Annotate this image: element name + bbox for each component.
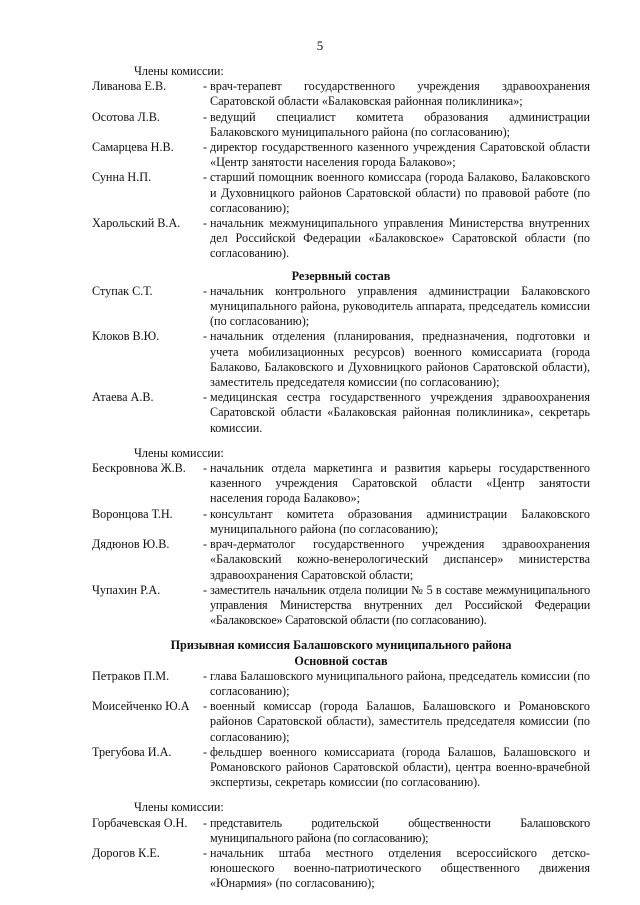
member-name: Клоков В.Ю. (92, 329, 160, 344)
member-entry (92, 537, 590, 583)
member-role: начальник штаба местного отделения всероссийского детско-юношеского военно-патриотического общественного движения «Юнармия» (по согласованию); (210, 845, 590, 891)
section-header: Члены комиссии: (134, 64, 224, 78)
member-name: Ступак С.Т. (92, 283, 153, 298)
dash: - (203, 170, 208, 185)
member-entry (92, 140, 590, 170)
section-heading: Основной состав (294, 653, 388, 668)
member-role: начальник отделения (планирования, предназначения, подготовки и учета мобилизационных ресурсов) военного комиссариата (города Балаково, Балаковского и Духовницкого районов Саратовской области), заместитель председателя комиссии (по согласованию); (210, 329, 590, 390)
member-name: Чупахин Р.А. (92, 582, 161, 597)
member-name: Дорогов К.Е. (92, 845, 160, 860)
member-entry (92, 583, 590, 629)
member-name: Сунна Н.П. (92, 170, 152, 185)
member-role: старший помощник военного комиссара (города Балаково, Балаковского и Духовницкого районов Саратовской области) по правовой работе (по согласованию); (210, 170, 590, 215)
member-entry (92, 699, 590, 745)
member-name: Моисейченко Ю.А (92, 699, 190, 714)
page-content (92, 62, 590, 892)
member-entry (92, 110, 590, 140)
member-entry (92, 216, 590, 262)
dash: - (203, 845, 208, 860)
member-name: Осотова Л.В. (92, 109, 160, 124)
dash: - (203, 506, 208, 521)
dash: - (203, 744, 208, 759)
member-name: Трегубова И.А. (92, 744, 172, 759)
dash: - (203, 216, 208, 231)
member-name: Бескровнова Ж.В. (92, 461, 186, 476)
member-role: представитель родительской общественности Балашовского муниципального района (по согласованию); (210, 815, 590, 845)
page-number: 5 (316, 38, 324, 53)
dash: - (203, 390, 208, 405)
member-entry (92, 507, 590, 537)
section-header: Члены комиссии: (134, 445, 224, 460)
member-entry (92, 816, 590, 846)
dash: - (203, 815, 208, 830)
member-role: консультант комитета образования администрации Балаковского муниципального района (по согласованию); (210, 506, 590, 536)
dash: - (203, 668, 208, 683)
section-heading: Резервный состав (291, 268, 391, 283)
member-name: Харольский В.А. (92, 216, 181, 231)
member-role: начальник межмуниципального управления Министерства внутренних дел Российской Федерации «Балаковское» Саратовской области (по согласованию). (210, 216, 590, 261)
member-name: Горбачевская О.Н. (92, 815, 188, 830)
member-role: фельдшер военного комиссариата (города Балашов, Балашовского и Романовского районов Саратовской области), центра военно-врачебной экспертизы, секретарь комиссии (по согласованию). (210, 744, 590, 790)
dash: - (203, 699, 208, 714)
dash: - (203, 109, 208, 124)
member-entry (92, 669, 590, 699)
member-name: Самарцева Н.В. (92, 140, 174, 155)
dash: - (203, 537, 208, 552)
commission-title: Призывная комиссия Балашовского муниципального района (170, 638, 512, 653)
member-name: Воронцова Т.Н. (92, 506, 173, 521)
member-entry (92, 461, 590, 507)
dash: - (203, 461, 208, 476)
member-role: начальник отдела маркетинга и развития карьеры государственного казенного учреждения Саратовской области «Центр занятости населения города Балаково»; (210, 461, 590, 506)
dash: - (203, 140, 208, 155)
member-entry (92, 79, 590, 109)
member-name: Петраков П.М. (92, 668, 170, 683)
member-name: Дядюнов Ю.В. (92, 537, 170, 552)
member-entry (92, 846, 590, 892)
dash: - (203, 582, 208, 597)
member-role: глава Балашовского муниципального района, председатель комиссии (по согласованию); (210, 668, 590, 698)
member-entry (92, 284, 590, 330)
member-role: директор государственного казенного учреждения Саратовской области «Центр занятости населения города Балаково»; (210, 140, 590, 170)
section-header: Члены комиссии: (134, 800, 224, 815)
member-name: Ливанова Е.В. (92, 79, 167, 94)
dash: - (203, 79, 208, 94)
member-entry (92, 745, 590, 791)
member-role: ведущий специалист комитета образования администрации Балаковского муниципального района (по согласованию); (210, 109, 590, 139)
member-role: врач-дерматолог государственного учреждения здравоохранения «Балаковский кожно-венерологический диспансер» министерства здравоохранения Саратовской области; (210, 537, 590, 582)
dash: - (203, 283, 208, 298)
member-name: Атаева А.В. (92, 390, 154, 405)
dash: - (203, 329, 208, 344)
member-role: военный комиссар (города Балашов, Балашовского и Романовского районов Саратовской области), заместитель председателя комиссии (по согласованию); (210, 699, 590, 744)
member-role: медицинская сестра государственного учреждения здравоохранения Саратовской области «Балаковская районная поликлиника», секретарь комиссии. (210, 390, 590, 435)
member-role: заместитель начальник отдела полиции № 5 в составе межмуниципального управления Министерства внутренних дел Российской Федерации «Балаковское» Саратовской области (по согласованию). (210, 582, 590, 628)
member-entry (92, 170, 590, 216)
member-entry (92, 329, 590, 390)
member-role: врач-терапевт государственного учреждения здравоохранения Саратовской области «Балаковская районная поликлиника»; (210, 79, 590, 109)
member-role: начальник контрольного управления администрации Балаковского муниципального района, руководитель аппарата, председатель комиссии (по согласованию); (210, 283, 590, 329)
member-entry (92, 390, 590, 436)
